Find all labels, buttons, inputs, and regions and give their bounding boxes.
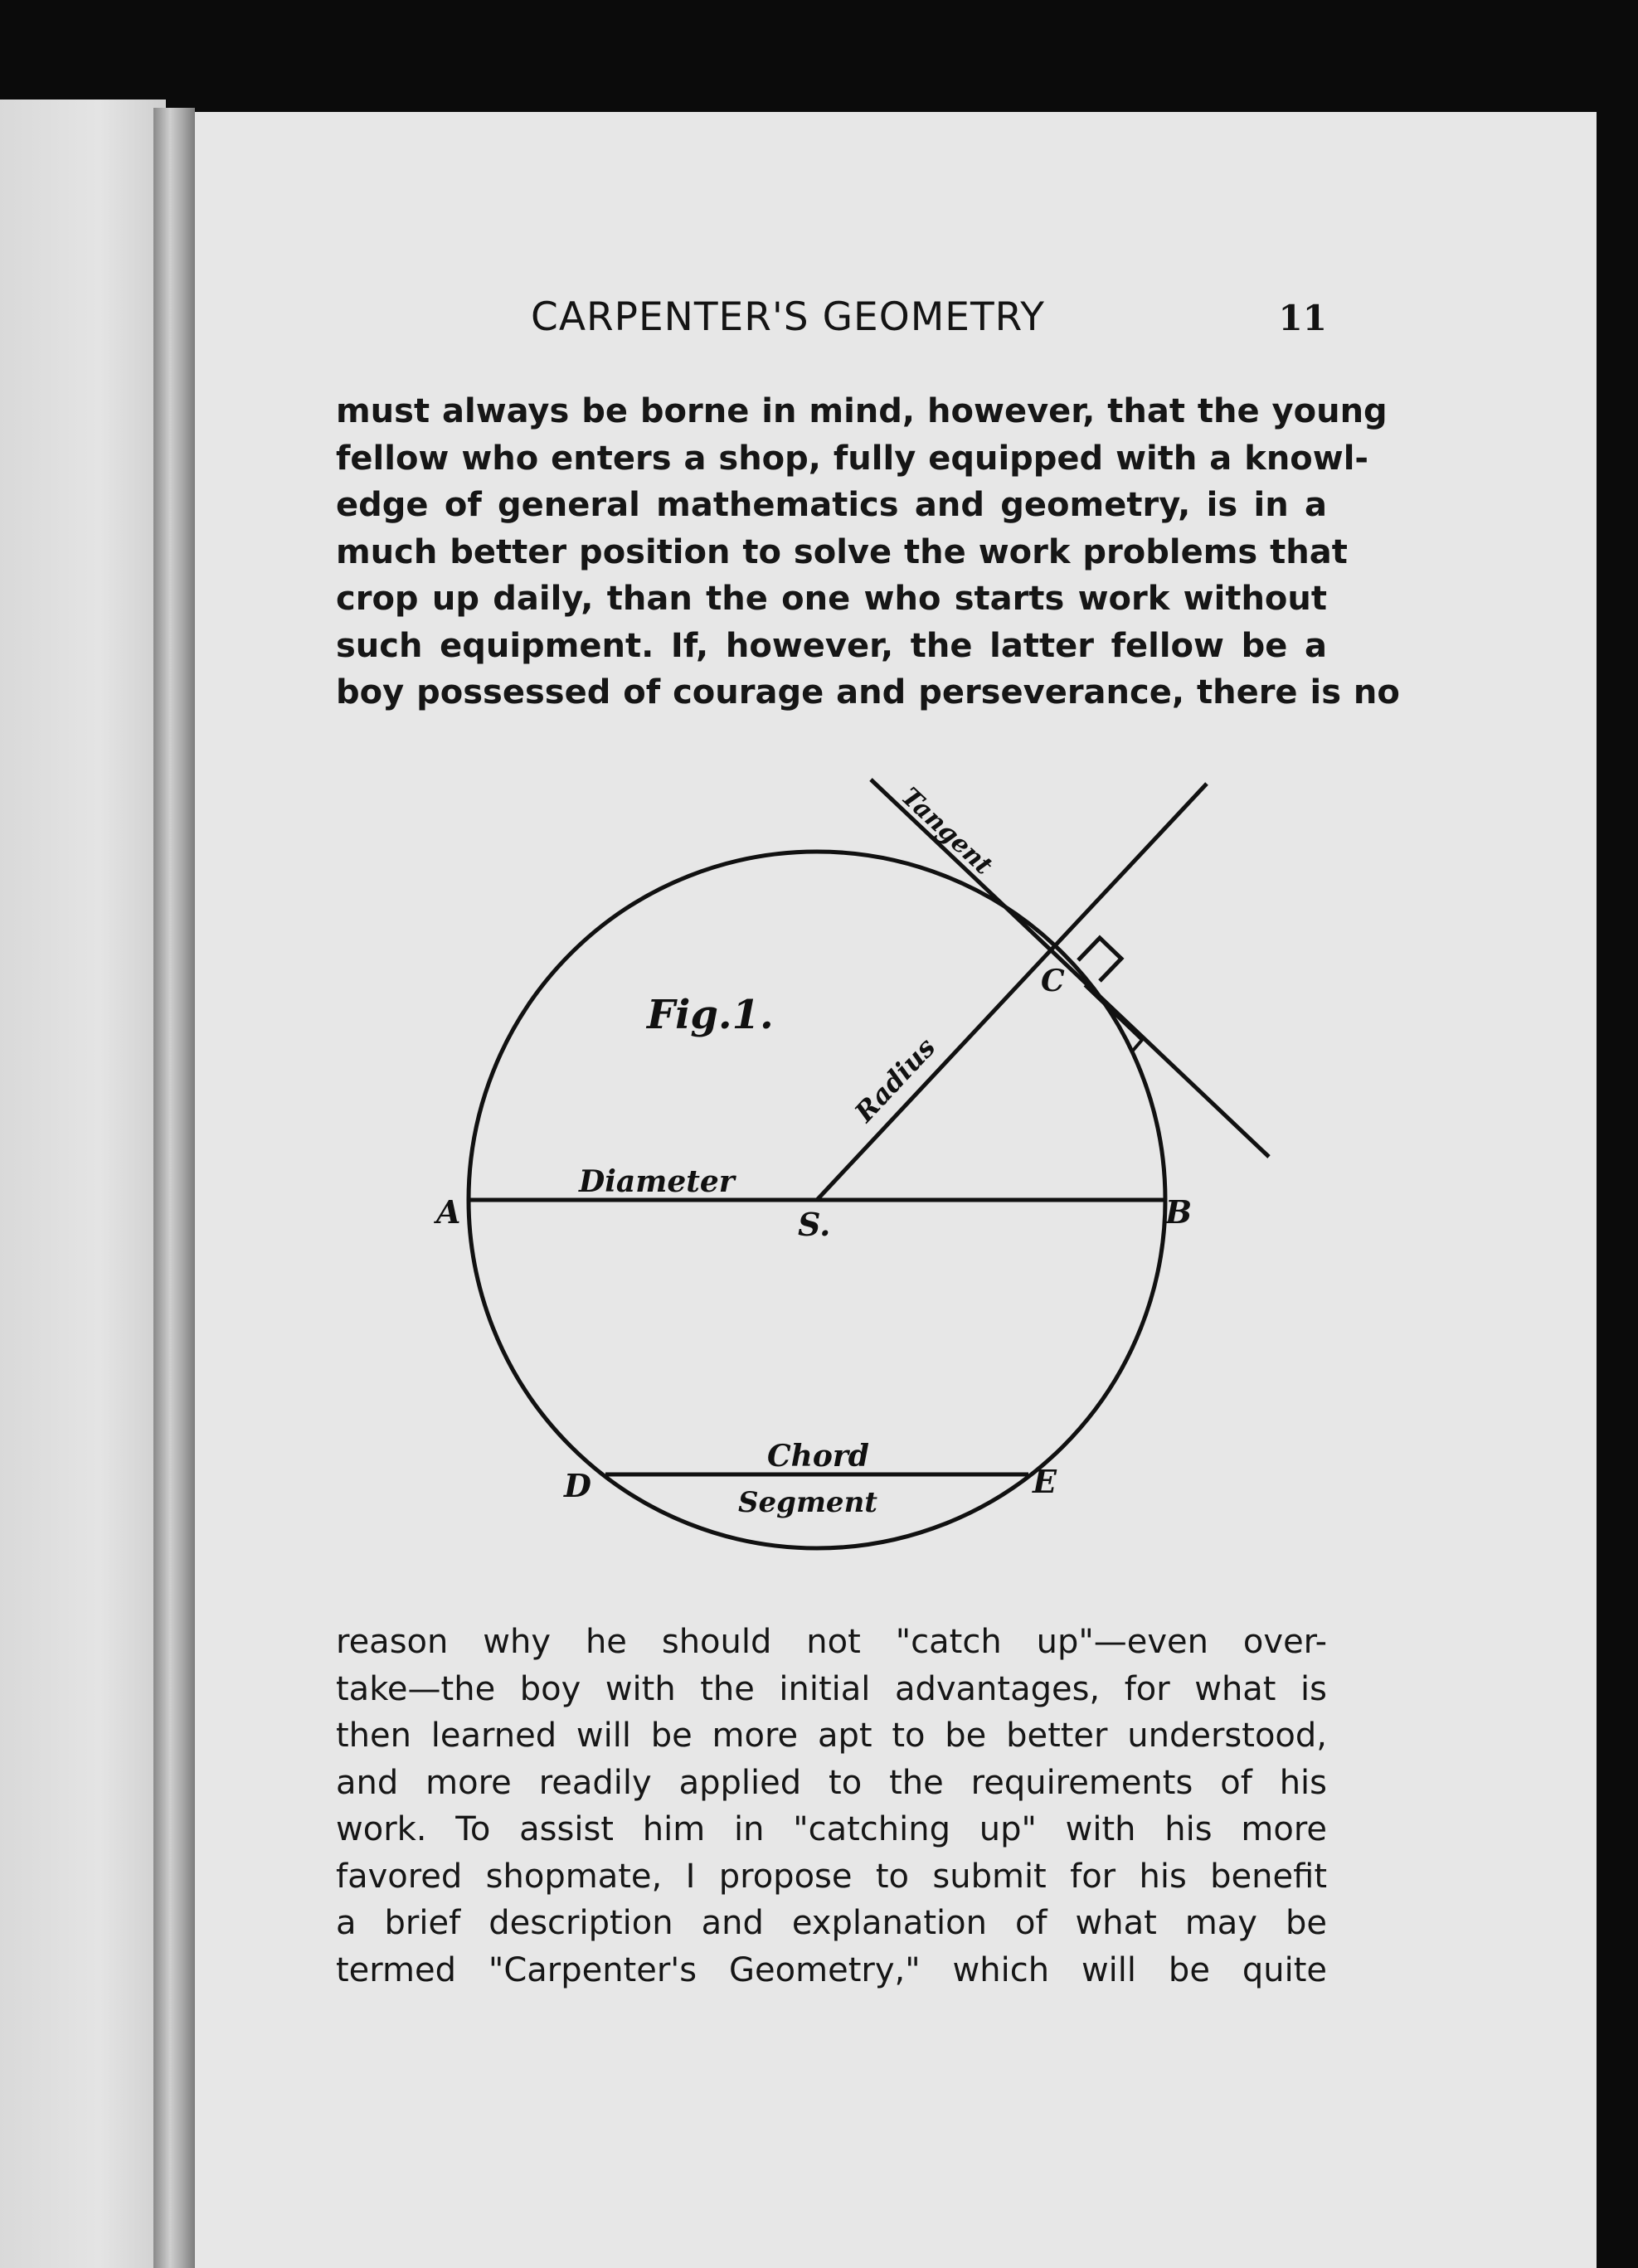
text-line: then learned will be more apt to be better understood, — [336, 1717, 1327, 1755]
running-head-title: CARPENTER'S GEOMETRY — [531, 294, 1046, 340]
segment-label: Segment — [738, 1486, 877, 1519]
paragraph-bottom — [336, 1619, 1327, 1994]
text-line: work. To assist him in "catching up" with his more — [336, 1810, 1327, 1848]
text-line: much better position to solve the work problems that — [336, 532, 1348, 571]
circle-diagram — [415, 771, 1302, 1567]
book-gutter — [153, 108, 195, 2268]
text-line: take—the boy with the initial advantages, for what is — [336, 1669, 1327, 1708]
point-e-label: E — [1033, 1463, 1057, 1500]
point-a-label: A — [436, 1193, 461, 1231]
text-line: termed "Carpenter's Geometry," which will be quite — [336, 1950, 1327, 1989]
scan-top-border — [0, 0, 1638, 116]
text-line: must always be borne in mind, however, that the young — [336, 392, 1388, 430]
center-label: S. — [798, 1206, 831, 1243]
text-line: boy possessed of courage and perseverance, there is no — [336, 673, 1400, 711]
point-b-label: B — [1165, 1193, 1193, 1231]
facing-page-edge — [0, 100, 166, 2268]
point-c-label: C — [1041, 964, 1065, 998]
tangent-label: Tangent — [895, 782, 999, 881]
point-d-label: D — [564, 1467, 591, 1504]
running-head — [336, 294, 1327, 352]
circle-figure — [415, 771, 1302, 1567]
text-line: such equipment. If, however, the latter fellow be a — [336, 626, 1327, 665]
figure-caption: Fig.1. — [647, 992, 774, 1038]
chord-label: Chord — [767, 1439, 869, 1474]
text-line: and more readily applied to the requirements of his — [336, 1763, 1327, 1802]
page-number: 11 — [1278, 298, 1327, 338]
diameter-label: Diameter — [579, 1164, 735, 1199]
text-line: reason why he should not "catch up"—even over- — [336, 1623, 1327, 1661]
text-line: favored shopmate, I propose to submit for his benefit — [336, 1857, 1327, 1896]
text-line: a brief description and explanation of what may be — [336, 1904, 1327, 1942]
text-line: crop up daily, than the one who starts work without — [336, 580, 1327, 618]
paragraph-top — [336, 388, 1400, 716]
text-line: edge of general mathematics and geometry, is in a — [336, 486, 1327, 524]
text-line: fellow who enters a shop, fully equipped with a knowl- — [336, 439, 1369, 478]
radius-line — [817, 784, 1207, 1200]
scan-right-border — [1597, 0, 1638, 2268]
radius-label: Radius — [848, 1031, 942, 1129]
